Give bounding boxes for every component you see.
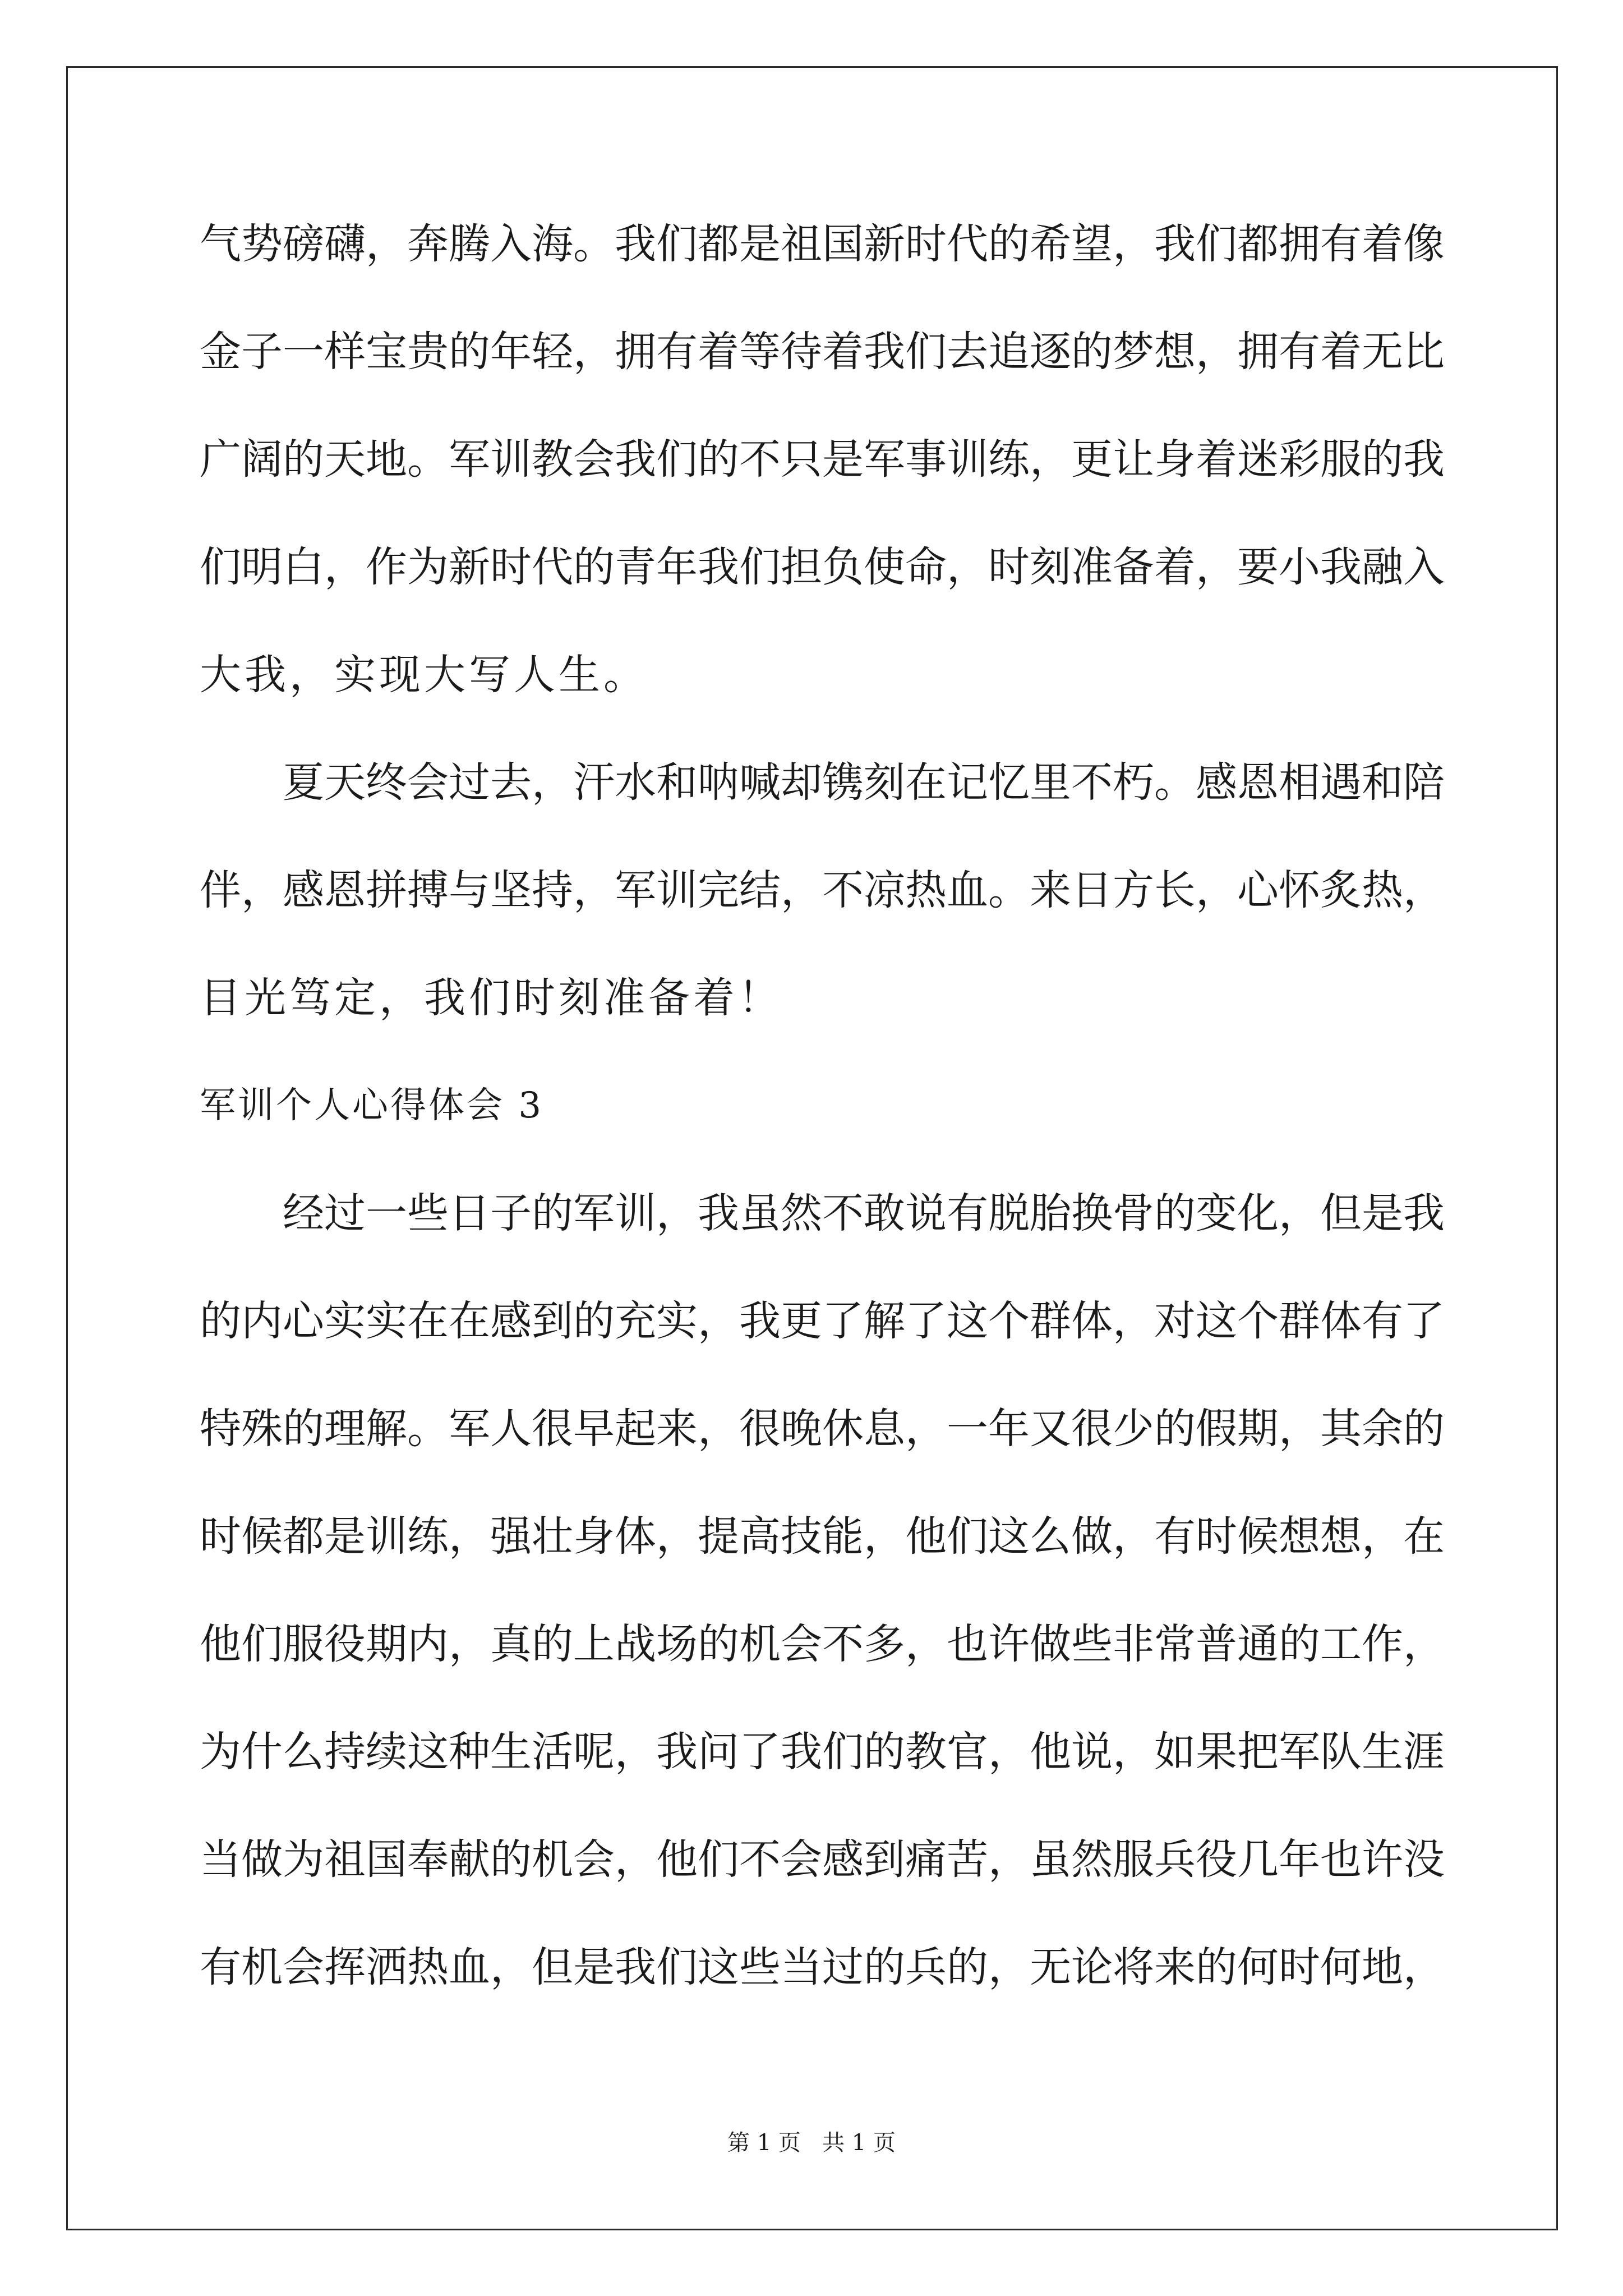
paragraph-2-line-2: 伴，感恩拼搏与坚持，军训完结，不凉热血。来日方长，心怀炙热， xyxy=(200,866,1445,914)
paragraph-3-line-5: 他们服役期内，真的上战场的机会不多，也许做些非常普通的工作， xyxy=(200,1620,1445,1668)
paragraph-3-line-3: 特殊的理解。军人很早起来，很晚休息，一年又很少的假期，其余的 xyxy=(200,1405,1445,1453)
section-heading: 军训个人心得体会 3 xyxy=(200,1085,544,1126)
paragraph-1-line-2: 金子一样宝贵的年轻，拥有着等待着我们去追逐的梦想，拥有着无比 xyxy=(200,328,1445,376)
document-body xyxy=(200,216,1445,2047)
paragraph-1-line-1: 气势磅礴，奔腾入海。我们都是祖国新时代的希望，我们都拥有着像 xyxy=(200,220,1445,268)
paragraph-2-line-1: 夏天终会过去，汗水和呐喊却镌刻在记忆里不朽。感恩相遇和陪 xyxy=(283,758,1445,807)
paragraph-3-line-6: 为什么持续这种生活呢，我问了我们的教官，他说，如果把军队生涯 xyxy=(200,1728,1445,1776)
paragraph-3-line-2: 的内心实实在在感到的充实，我更了解了这个群体，对这个群体有了 xyxy=(200,1297,1445,1345)
paragraph-2-line-3: 目光笃定，我们时刻准备着！ xyxy=(200,974,783,1022)
paragraph-3-line-8: 有机会挥洒热血，但是我们这些当过的兵的，无论将来的何时何地， xyxy=(200,1943,1445,1991)
paragraph-3-line-4: 时候都是训练，强壮身体，提高技能，他们这么做，有时候想想，在 xyxy=(200,1512,1445,1561)
paragraph-3-line-7: 当做为祖国奉献的机会，他们不会感到痛苦，虽然服兵役几年也许没 xyxy=(200,1835,1445,1884)
paragraph-1-line-3: 广阔的天地。军训教会我们的不只是军事训练，更让身着迷彩服的我 xyxy=(200,435,1445,484)
paragraph-3-line-1: 经过一些日子的军训，我虽然不敢说有脱胎换骨的变化，但是我 xyxy=(283,1189,1445,1237)
paragraph-1-line-4: 们明白，作为新时代的青年我们担负使命，时刻准备着，要小我融入 xyxy=(200,543,1445,591)
paragraph-1-line-5: 大我，实现大写人生。 xyxy=(200,651,648,699)
page-number-footer: 第 1 页 共 1 页 xyxy=(727,2130,896,2156)
